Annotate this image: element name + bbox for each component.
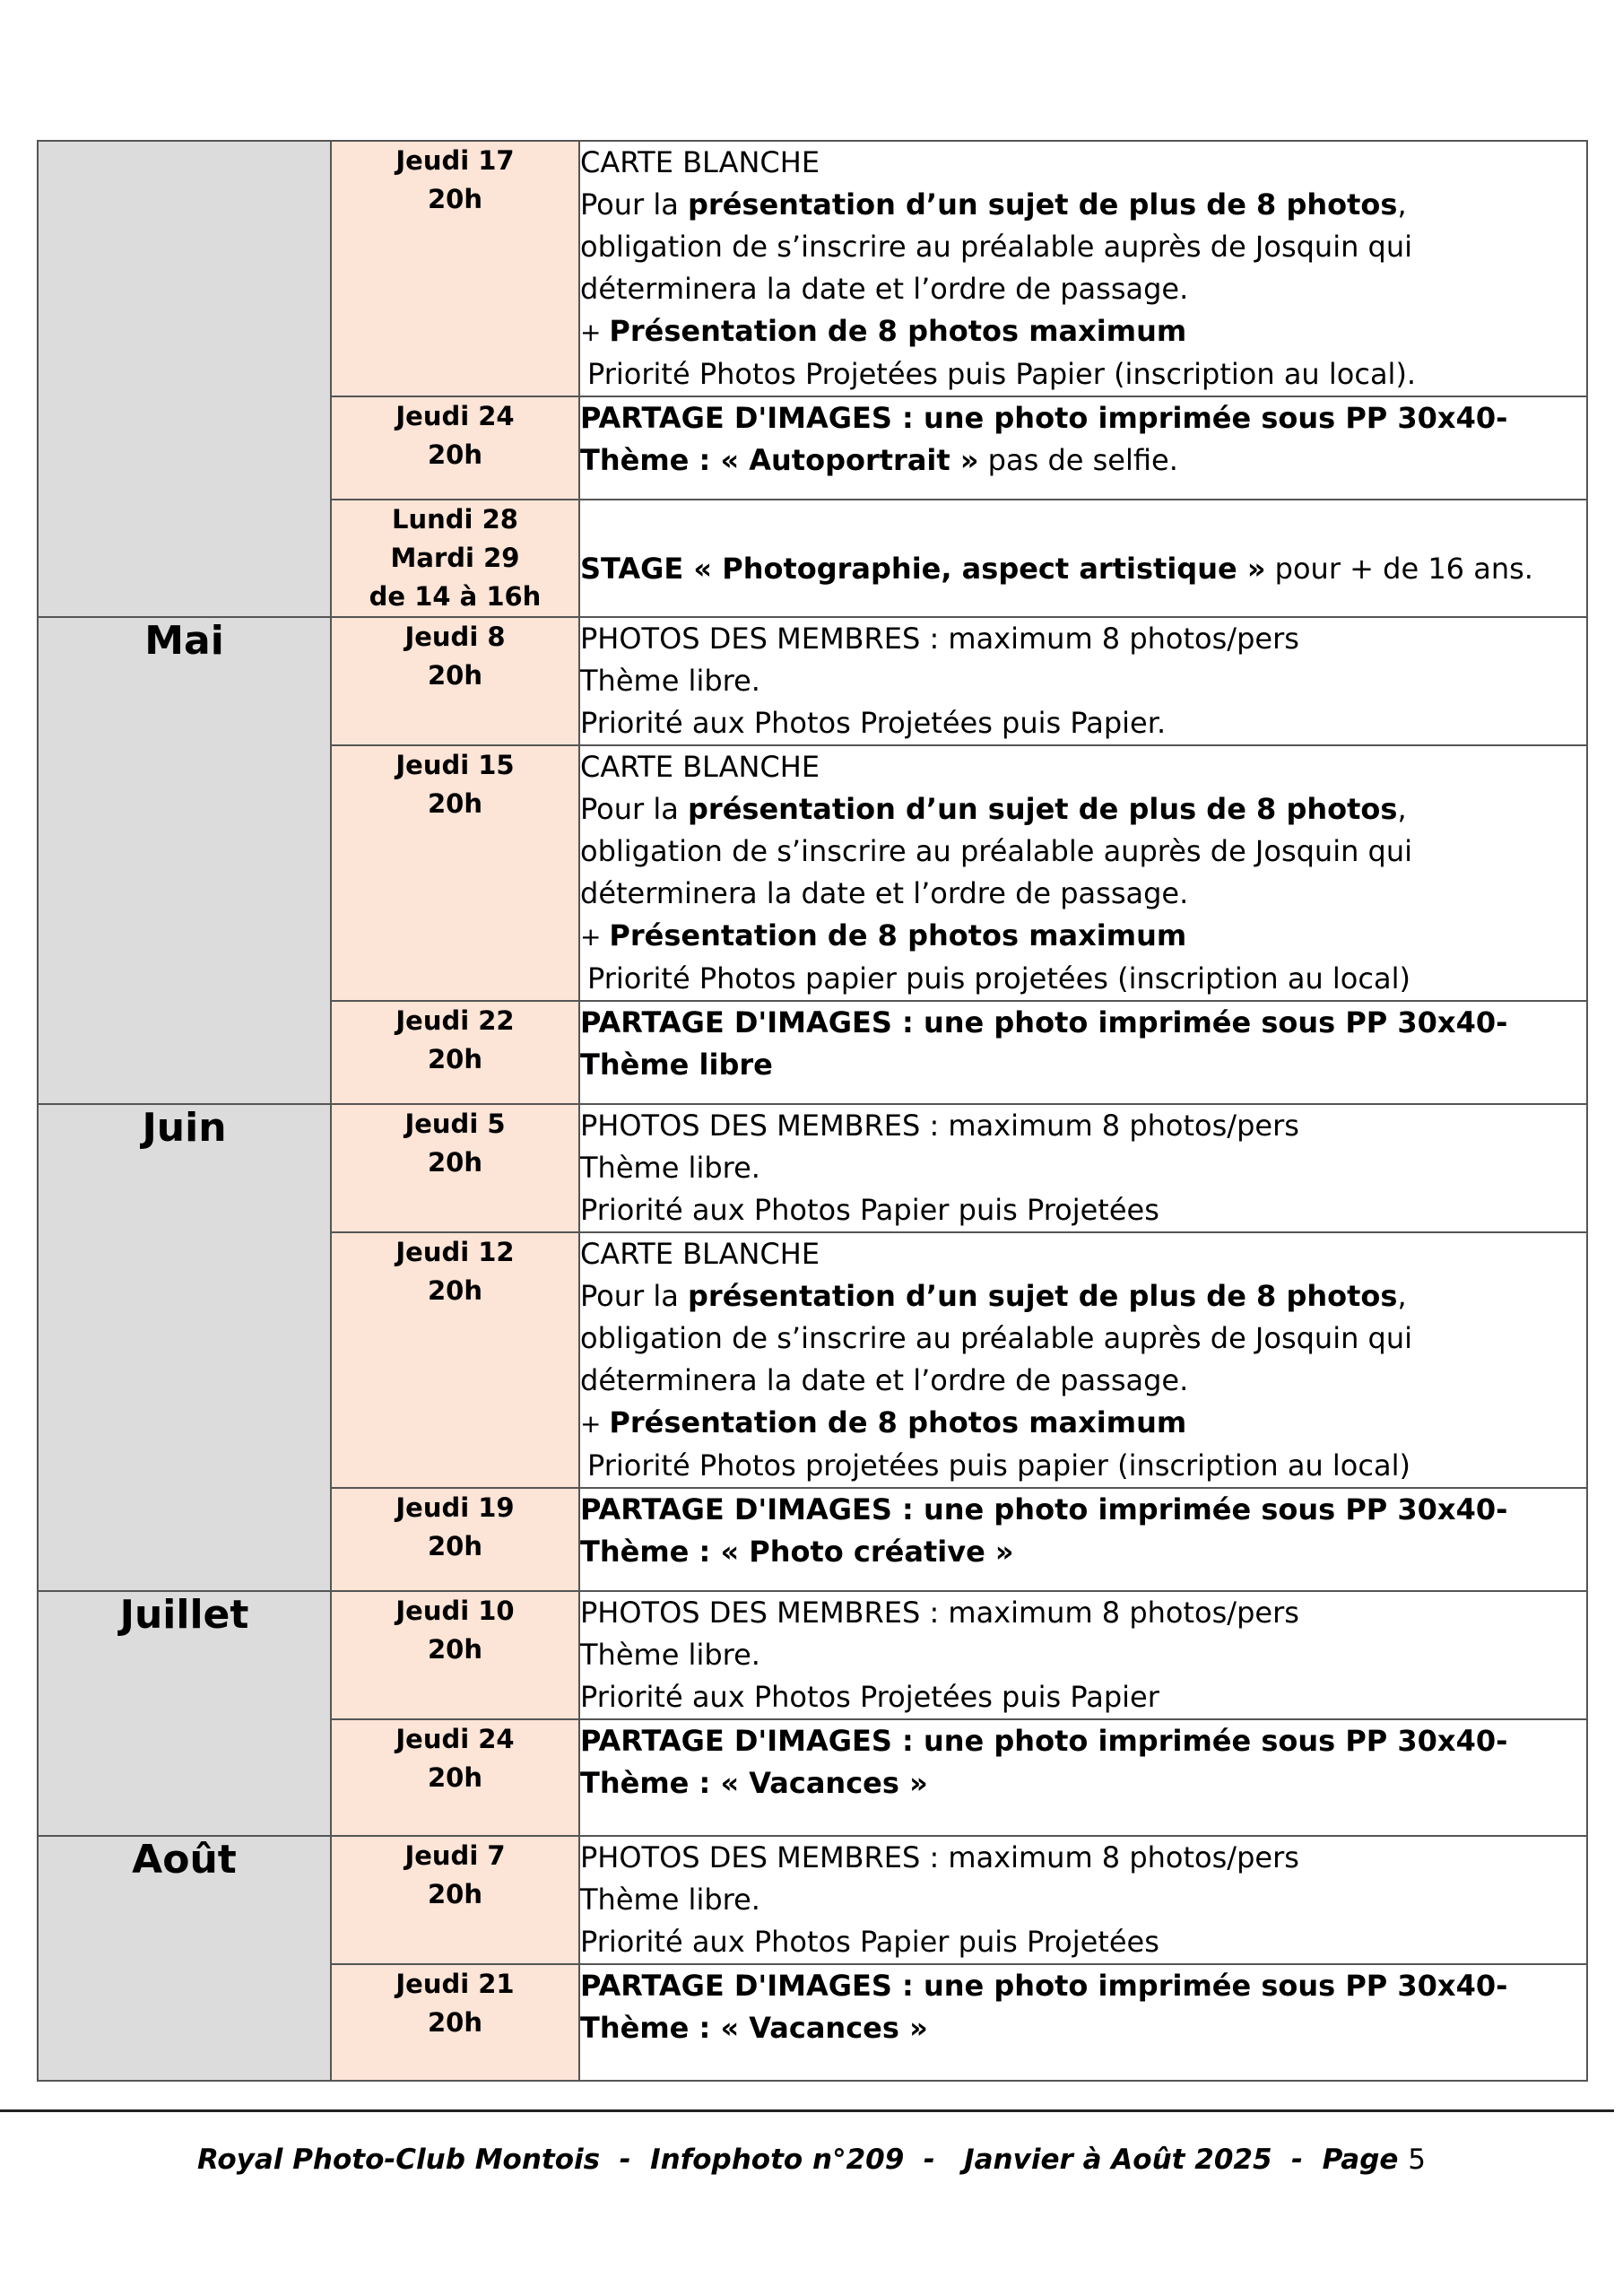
- date-cell: [331, 1001, 579, 1104]
- date-time: 20h: [427, 184, 482, 214]
- event-priority: Priorité aux Photos Projetées puis Papier: [580, 1680, 1159, 1714]
- date-day: Jeudi 22: [395, 1005, 515, 1036]
- event-priority: Priorité Photos projetées puis papier (inscription au local): [587, 1448, 1410, 1483]
- date-cell: [331, 500, 579, 617]
- date-cell: [331, 1719, 579, 1836]
- date-day: Lundi 28: [392, 504, 518, 535]
- event-title: PARTAGE D'IMAGES : une photo imprimée sous PP 30x40-: [580, 1005, 1508, 1039]
- event-priority: Priorité aux Photos Papier puis Projetées: [580, 1193, 1159, 1227]
- month-label: Juillet: [119, 1592, 249, 1638]
- event-line: Thème : « Vacances »: [580, 2011, 928, 2045]
- event-line: obligation de s’inscrire au préalable auprès de Josquin qui: [580, 1321, 1413, 1355]
- date-day: Jeudi 7: [404, 1840, 506, 1871]
- event-line: déterminera la date et l’ordre de passage.: [580, 1363, 1189, 1397]
- event-line: STAGE « Photographie, aspect artistique » pour + de 16 ans.: [580, 552, 1533, 586]
- event-line: Thème libre.: [580, 1151, 760, 1185]
- event-line: Thème libre.: [580, 1638, 760, 1672]
- date-cell: [331, 745, 579, 1001]
- event-line: Pour la présentation d’un sujet de plus de 8 photos,: [580, 792, 1407, 826]
- date-time: 20h: [427, 1275, 482, 1306]
- event-line: Pour la présentation d’un sujet de plus de 8 photos,: [580, 187, 1407, 222]
- schedule-row: [38, 1836, 1587, 1964]
- event-line: Thème libre.: [580, 1883, 760, 1917]
- event-line: déterminera la date et l’ordre de passage.: [580, 272, 1189, 306]
- event-line: Thème : « Photo créative »: [580, 1535, 1014, 1569]
- month-cell-aout: [38, 1836, 331, 2081]
- date-day: Jeudi 24: [395, 401, 515, 431]
- event-description: [579, 1232, 1587, 1488]
- event-line: Thème : « Autoportrait » pas de selfie.: [580, 443, 1178, 477]
- schedule-row: [38, 617, 1587, 745]
- event-priority: Priorité Photos Projetées puis Papier (inscription au local).: [587, 357, 1417, 391]
- event-title: PHOTOS DES MEMBRES : maximum 8 photos/pers: [580, 1840, 1299, 1874]
- event-title: PHOTOS DES MEMBRES : maximum 8 photos/pers: [580, 622, 1299, 656]
- event-line: + Présentation de 8 photos maximum: [580, 1405, 1187, 1439]
- event-description: [579, 500, 1587, 617]
- event-title: CARTE BLANCHE: [580, 750, 820, 784]
- month-label: Août: [132, 1837, 237, 1883]
- event-line: obligation de s’inscrire au préalable auprès de Josquin qui: [580, 834, 1413, 868]
- date-time: 20h: [427, 439, 482, 470]
- event-line: Pour la présentation d’un sujet de plus de 8 photos,: [580, 1279, 1407, 1313]
- event-line: Thème libre.: [580, 664, 760, 698]
- event-description: [579, 1719, 1587, 1836]
- date-day: Jeudi 21: [395, 1969, 515, 1999]
- date-day: Jeudi 10: [395, 1596, 515, 1626]
- event-description: [579, 1836, 1587, 1964]
- event-line: + Présentation de 8 photos maximum: [580, 314, 1187, 348]
- schedule-row: [38, 1104, 1587, 1232]
- date-cell: [331, 1964, 579, 2081]
- event-line: déterminera la date et l’ordre de passage.: [580, 876, 1189, 910]
- month-cell-juin: [38, 1104, 331, 1591]
- date-cell: [331, 617, 579, 745]
- footer-text: Royal Photo-Club Montois - Infophoto n°209 - Janvier à Août 2025 - Page: [197, 2144, 1409, 2176]
- date-time: 20h: [427, 1044, 482, 1074]
- date-day: Jeudi 24: [395, 1724, 515, 1754]
- date-time: de 14 à 16h: [369, 581, 542, 612]
- event-line: + Présentation de 8 photos maximum: [580, 918, 1187, 952]
- date-day: Jeudi 17: [395, 145, 515, 176]
- month-cell-mai: [38, 617, 331, 1104]
- date-time: 20h: [427, 1531, 482, 1561]
- month-cell-continued: [38, 141, 331, 617]
- date-day: Jeudi 8: [404, 622, 506, 652]
- schedule-row: [38, 141, 1587, 396]
- date-time: 20h: [427, 660, 482, 691]
- event-title: PARTAGE D'IMAGES : une photo imprimée sous PP 30x40-: [580, 401, 1508, 435]
- event-description: [579, 745, 1587, 1001]
- event-title: PHOTOS DES MEMBRES : maximum 8 photos/pers: [580, 1109, 1299, 1143]
- footer-divider: [0, 2109, 1614, 2112]
- event-description: [579, 1104, 1587, 1232]
- date-time: 20h: [427, 1879, 482, 1909]
- event-title: PARTAGE D'IMAGES : une photo imprimée sous PP 30x40-: [580, 1724, 1508, 1758]
- date-cell: [331, 1104, 579, 1232]
- event-title: CARTE BLANCHE: [580, 1237, 820, 1271]
- page-footer: [0, 2144, 1623, 2176]
- date-cell: [331, 141, 579, 396]
- month-cell-juillet: [38, 1591, 331, 1836]
- month-label: Mai: [144, 618, 224, 664]
- date-day: Jeudi 12: [395, 1237, 515, 1267]
- date-cell: [331, 1232, 579, 1488]
- event-description: [579, 396, 1587, 500]
- event-title: PHOTOS DES MEMBRES : maximum 8 photos/pers: [580, 1596, 1299, 1630]
- event-priority: Priorité Photos papier puis projetées (inscription au local): [587, 961, 1410, 996]
- event-line: obligation de s’inscrire au préalable auprès de Josquin qui: [580, 230, 1413, 264]
- event-description: [579, 617, 1587, 745]
- event-description: [579, 1591, 1587, 1719]
- event-line: Thème libre: [580, 1048, 773, 1082]
- schedule-row: [38, 1591, 1587, 1719]
- event-description: [579, 1964, 1587, 2081]
- date-cell: [331, 1836, 579, 1964]
- event-title: PARTAGE D'IMAGES : une photo imprimée sous PP 30x40-: [580, 1492, 1508, 1526]
- date-day: Jeudi 5: [404, 1109, 506, 1139]
- event-title: CARTE BLANCHE: [580, 145, 820, 179]
- date-time: 20h: [427, 1147, 482, 1178]
- date-day: Jeudi 19: [395, 1492, 515, 1523]
- page-number: 5: [1408, 2144, 1426, 2176]
- date-time: 20h: [427, 2007, 482, 2038]
- date-day: Mardi 29: [390, 543, 520, 573]
- date-time: 20h: [427, 1762, 482, 1793]
- date-time: 20h: [427, 1634, 482, 1665]
- event-description: [579, 1488, 1587, 1591]
- date-cell: [331, 396, 579, 500]
- date-time: 20h: [427, 788, 482, 819]
- event-title: PARTAGE D'IMAGES : une photo imprimée sous PP 30x40-: [580, 1969, 1508, 2003]
- event-priority: Priorité aux Photos Papier puis Projetées: [580, 1925, 1159, 1959]
- month-label: Juin: [142, 1105, 227, 1151]
- event-description: [579, 141, 1587, 396]
- date-day: Jeudi 15: [395, 750, 515, 780]
- event-line: Thème : « Vacances »: [580, 1766, 928, 1800]
- event-priority: Priorité aux Photos Projetées puis Papier.: [580, 706, 1167, 740]
- date-cell: [331, 1591, 579, 1719]
- date-cell: [331, 1488, 579, 1591]
- schedule-table: [37, 140, 1588, 2082]
- event-description: [579, 1001, 1587, 1104]
